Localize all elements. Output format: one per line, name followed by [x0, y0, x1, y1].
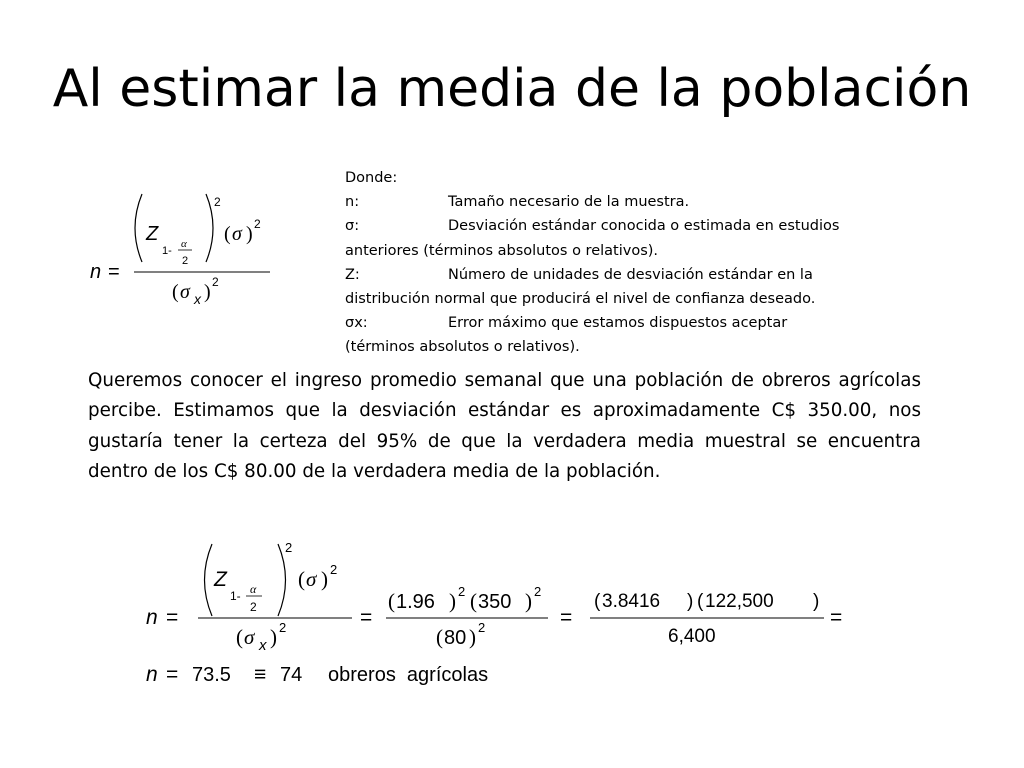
formula-den-x: x — [194, 291, 201, 307]
calc-z-rp: ) — [449, 589, 456, 613]
formula-outer-exp: 2 — [214, 195, 221, 209]
formula-sigma-rp: ) — [246, 223, 253, 245]
definition-symbol: n: — [345, 194, 360, 211]
definitions-heading: Donde: — [345, 170, 398, 186]
calc-e-lp: ( — [436, 625, 443, 649]
calc-z-value: 1.96 — [396, 591, 435, 613]
formula-equals: = — [108, 261, 120, 283]
formula-n: n — [90, 261, 102, 283]
formula-sigma: σ — [232, 223, 242, 245]
calc-den-exp: 2 — [279, 620, 287, 635]
calc-n2-rp: ) — [813, 591, 820, 612]
calc-num-step: 3.8416 — [602, 591, 661, 612]
calc-n1-lp: ( — [594, 591, 601, 612]
calc-equals-4: = — [830, 606, 843, 629]
calc-sigma: σ — [306, 567, 317, 591]
formula-big-lparen — [135, 194, 142, 262]
calc-n2-lp: ( — [697, 591, 704, 612]
formula-den-rp: ) — [204, 281, 211, 303]
calc-sigma-exp: 2 — [330, 562, 338, 577]
definition-sigma — [345, 214, 905, 238]
calc-z-lp: ( — [388, 589, 395, 613]
calc-z-exp: 2 — [458, 584, 466, 599]
calc-big-lparen — [205, 544, 213, 616]
calc-alpha: α — [250, 582, 257, 596]
definition-z — [345, 263, 905, 287]
calc-num-step2: 122,500 — [705, 591, 774, 612]
calc-den-x: x — [259, 637, 267, 654]
result-value: 73.5 — [192, 664, 231, 686]
general-formula — [86, 188, 286, 312]
problem-statement: Queremos conocer el ingreso promedio semanal que una población de obreros agrícolas percibe. Estimamos que la desviación estándar es aproximadamente C$ 350.00, nos gustaría tener la certeza del 95% de que la verdadera media muestral se encuentra dentro de los C$ 80.00 de la verdadera media de la población. — [88, 370, 921, 483]
formula-den-exp: 2 — [212, 275, 219, 289]
calculation-formula — [140, 538, 860, 694]
definition-text: Desviación estándar conocida o estimada en estudios — [448, 218, 840, 235]
formula-alpha-den: 2 — [182, 255, 189, 267]
result-rounded: 74 — [280, 664, 303, 686]
result-units: obreros agrícolas — [328, 664, 489, 686]
definition-symbol: σ: — [345, 218, 360, 235]
formula-one-minus: 1- — [162, 245, 172, 257]
definition-text: Tamaño necesario de la muestra. — [448, 194, 690, 211]
definitions — [345, 166, 905, 360]
calc-outer-exp: 2 — [285, 540, 293, 555]
calc-equals-3: = — [560, 606, 573, 629]
formula-alpha: α — [181, 238, 187, 250]
definition-text: Error máximo que estamos dispuestos aceptar — [448, 315, 788, 332]
result-approx: ≡ — [254, 663, 267, 686]
calc-n1-rp: ) — [687, 591, 694, 612]
definition-n — [345, 190, 905, 214]
calc-s-lp: ( — [470, 589, 477, 613]
result-n: n — [146, 663, 158, 686]
calc-s-rp: ) — [525, 589, 532, 613]
definition-symbol: Z: — [345, 266, 360, 283]
calc-den-sigma: σ — [244, 625, 255, 649]
formula-den-lp: ( — [172, 281, 179, 303]
definition-symbol: σx: — [345, 315, 368, 332]
calc-den-step: 6,400 — [668, 626, 716, 647]
calc-e-rp: ) — [469, 625, 476, 649]
calc-s-exp: 2 — [534, 584, 542, 599]
calc-alpha-den: 2 — [250, 600, 257, 614]
calc-equals-1: = — [166, 606, 179, 629]
calc-equals-2: = — [360, 606, 373, 629]
definition-text-cont: anteriores (términos absolutos o relativos). — [345, 242, 659, 259]
definition-text: Número de unidades de desviación estándar en la — [448, 266, 813, 283]
calc-n: n — [146, 606, 158, 629]
formula-sigma-lp: ( — [224, 223, 231, 245]
result-equals: = — [166, 663, 179, 686]
calc-den-lp: ( — [236, 625, 243, 649]
calc-sigma-lp: ( — [298, 567, 305, 591]
calc-z: Z — [214, 568, 227, 591]
calc-e-exp: 2 — [478, 620, 486, 635]
page-title: Al estimar la media de la población — [52, 59, 972, 119]
calc-sigma-value: 350 — [478, 591, 512, 613]
definition-text-cont: (términos absolutos o relativos). — [345, 339, 580, 356]
calc-error-value: 80 — [444, 627, 467, 649]
calc-sigma-rp: ) — [321, 567, 328, 591]
calc-den-rp: ) — [270, 625, 277, 649]
calc-one-minus: 1- — [230, 589, 241, 603]
definition-text-cont: distribución normal que producirá el nivel de confianza deseado. — [345, 291, 816, 308]
formula-z: Z — [146, 223, 159, 245]
formula-big-rparen — [206, 194, 213, 262]
formula-den-sigma: σ — [180, 281, 190, 303]
definition-sigma-x — [345, 311, 905, 335]
formula-sigma-exp: 2 — [254, 217, 261, 231]
